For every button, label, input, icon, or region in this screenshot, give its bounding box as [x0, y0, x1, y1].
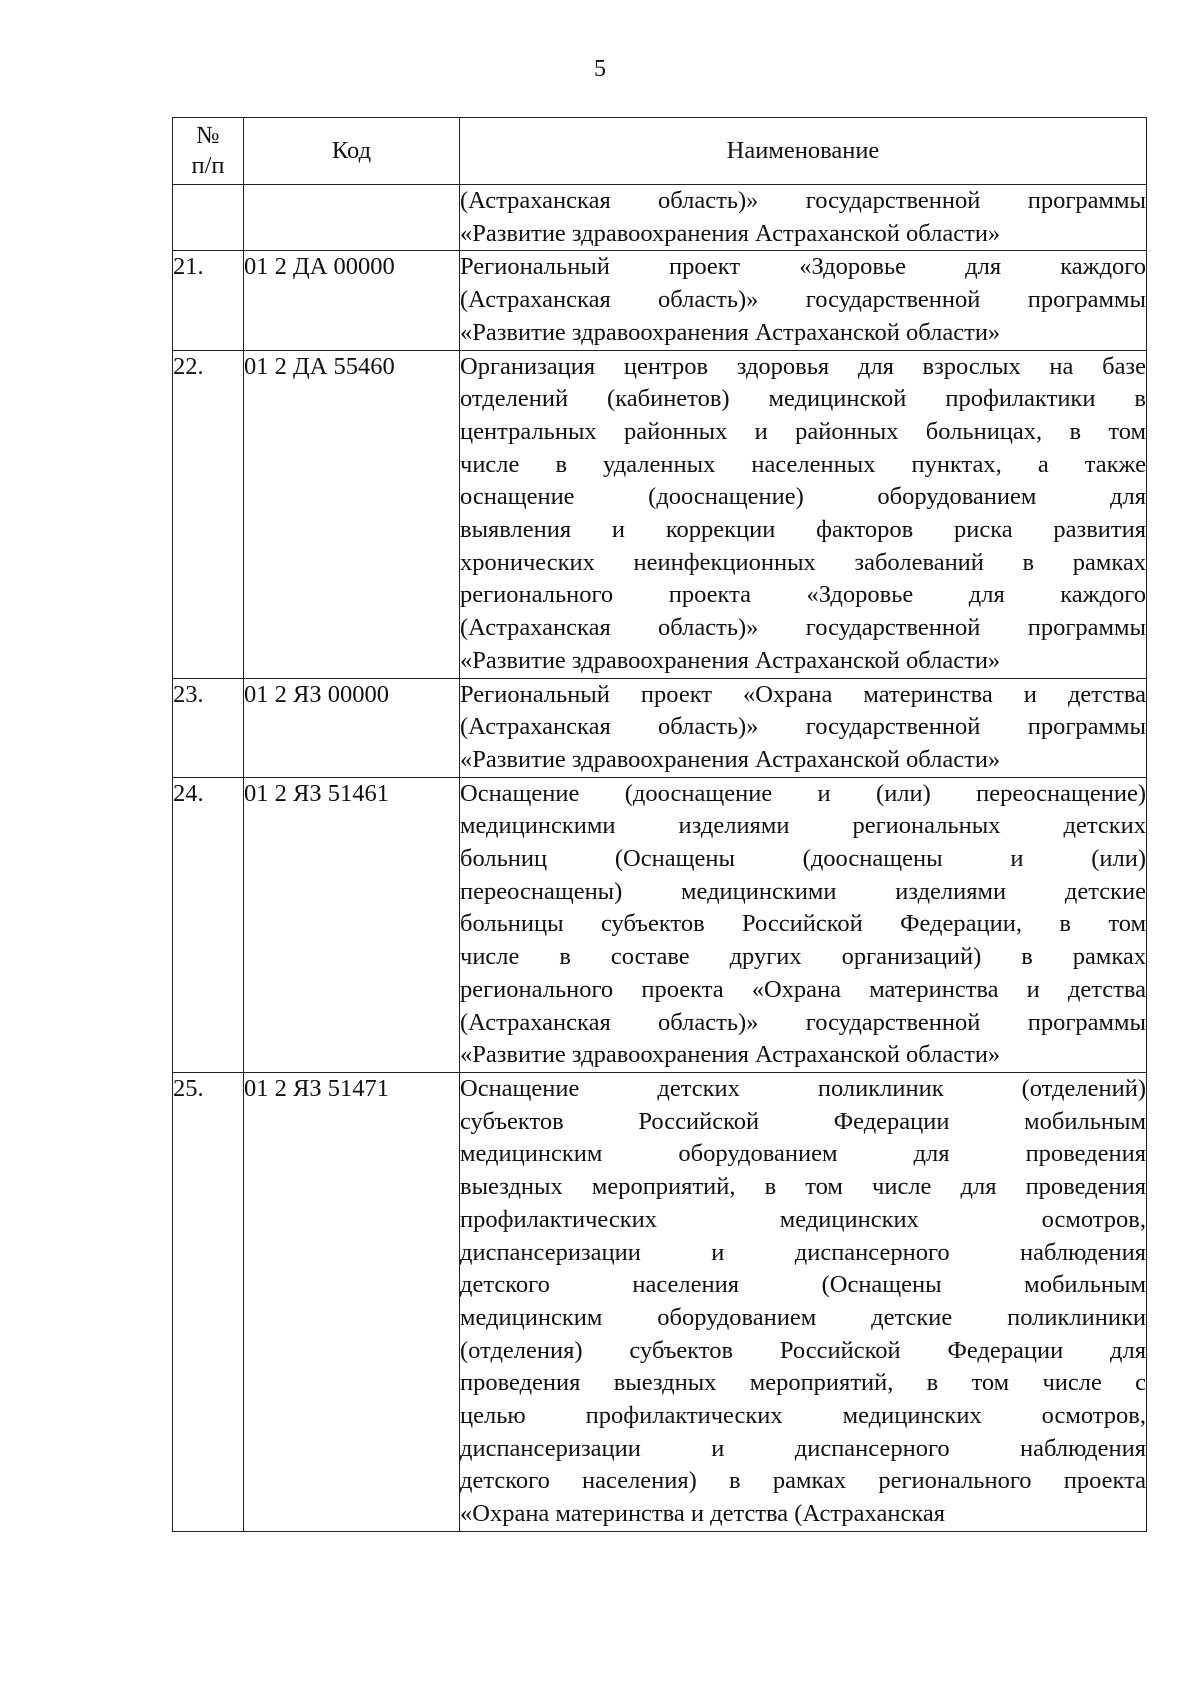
- table-row: [173, 1072, 1147, 1531]
- row-number: [173, 185, 244, 251]
- row-name: [460, 185, 1147, 251]
- row-name-line: проведения выездных мероприятий, в том числе с: [460, 1369, 1146, 1397]
- row-code: [244, 185, 460, 251]
- row-name-line: диспансеризации и диспансерного наблюдения: [460, 1434, 1146, 1462]
- row-name-line: Оснащение (дооснащение и (или) переоснащение): [460, 779, 1146, 807]
- row-name-line: «Развитие здравоохранения Астраханской области»: [460, 318, 1001, 346]
- page-number: 5: [594, 56, 606, 82]
- row-name-line: числе в удаленных населенных пунктах, а также: [460, 450, 1146, 478]
- row-name: [460, 1072, 1147, 1531]
- row-name-line: отделений (кабинетов) медицинской профилактики в: [460, 385, 1146, 413]
- row-name-line: (Астраханская область)» государственной программы: [460, 187, 1146, 214]
- row-name-line: «Охрана материнства и детства (Астраханская: [460, 1500, 945, 1528]
- table-body: [173, 185, 1147, 1532]
- row-name-line: больниц (Оснащены (дооснащены и (или): [460, 845, 1146, 873]
- row-name-line: диспансеризации и диспансерного наблюдения: [460, 1238, 1146, 1266]
- row-number: 23.: [173, 678, 244, 777]
- row-name-line: оснащение (дооснащение) оборудованием для: [460, 483, 1146, 511]
- table-header-row: [173, 118, 1147, 185]
- row-name-line: целью профилактических медицинских осмотров,: [460, 1402, 1146, 1430]
- row-name-line: «Развитие здравоохранения Астраханской области»: [460, 646, 1001, 674]
- row-name-line: «Развитие здравоохранения Астраханской области»: [460, 219, 1001, 247]
- row-name-line: (Астраханская область)» государственной программы: [460, 286, 1146, 314]
- row-number: 21.: [173, 251, 244, 350]
- budget-code-table: [172, 117, 1147, 1532]
- row-name-line: Организация центров здоровья для взрослых на базе: [460, 352, 1146, 380]
- row-name: [460, 350, 1147, 678]
- row-name-line: «Развитие здравоохранения Астраханской области»: [460, 1041, 1001, 1069]
- row-code: 01 2 ЯЗ 51461: [244, 777, 460, 1072]
- row-name-line: числе в составе других организаций) в рамках: [460, 943, 1146, 971]
- table-row: [173, 678, 1147, 777]
- row-name-line: медицинским оборудованием детские поликлиники: [460, 1303, 1146, 1331]
- row-number: 25.: [173, 1072, 244, 1531]
- row-name-line: выездных мероприятий, в том числе для проведения: [460, 1173, 1146, 1201]
- row-code: 01 2 ЯЗ 00000: [244, 678, 460, 777]
- row-name-line: переоснащены) медицинскими изделиями детские: [460, 877, 1146, 905]
- header-code: Код: [244, 118, 460, 185]
- row-name-line: регионального проекта «Охрана материнства и детства: [460, 975, 1146, 1003]
- row-code: 01 2 ЯЗ 51471: [244, 1072, 460, 1531]
- row-name-line: медицинским оборудованием для проведения: [460, 1140, 1146, 1168]
- row-name-line: (отделения) субъектов Российской Федерации для: [460, 1336, 1146, 1364]
- row-code: 01 2 ДА 00000: [244, 251, 460, 350]
- row-name: [460, 251, 1147, 350]
- row-number: 22.: [173, 350, 244, 678]
- table-row: [173, 251, 1147, 350]
- table-row: [173, 350, 1147, 678]
- row-name-line: хронических неинфекционных заболеваний в рамках: [460, 548, 1146, 576]
- row-name-line: детского населения (Оснащены мобильным: [460, 1271, 1146, 1299]
- row-name-line: Региональный проект «Охрана материнства и детства: [460, 680, 1146, 708]
- row-name-line: (Астраханская область)» государственной программы: [460, 1008, 1146, 1036]
- row-name-line: Оснащение детских поликлиник (отделений): [460, 1074, 1146, 1102]
- row-name: [460, 777, 1147, 1072]
- row-name-line: Региональный проект «Здоровье для каждого: [460, 253, 1146, 281]
- header-number-symbol: №: [196, 122, 220, 149]
- row-name: [460, 678, 1147, 777]
- row-name-line: (Астраханская область)» государственной программы: [460, 614, 1146, 642]
- header-name: Наименование: [460, 118, 1147, 185]
- row-name-line: детского населения) в рамках регионального проекта: [460, 1467, 1146, 1495]
- table-row: [173, 185, 1147, 251]
- row-name-line: профилактических медицинских осмотров,: [460, 1205, 1146, 1233]
- row-number: 24.: [173, 777, 244, 1072]
- row-name-line: больницы субъектов Российской Федерации, в том: [460, 910, 1146, 938]
- table-row: [173, 777, 1147, 1072]
- row-name-line: субъектов Российской Федерации мобильным: [460, 1107, 1146, 1135]
- row-name-line: (Астраханская область)» государственной программы: [460, 713, 1146, 741]
- header-number-abbr: п/п: [191, 152, 225, 179]
- row-name-line: центральных районных и районных больницах, в том: [460, 417, 1146, 445]
- row-name-line: выявления и коррекции факторов риска развития: [460, 516, 1146, 544]
- row-name-line: медицинскими изделиями региональных детских: [460, 812, 1146, 840]
- row-name-line: регионального проекта «Здоровье для каждого: [460, 581, 1146, 609]
- header-number: [173, 118, 244, 185]
- row-name-line: «Развитие здравоохранения Астраханской области»: [460, 745, 1001, 773]
- row-code: 01 2 ДА 55460: [244, 350, 460, 678]
